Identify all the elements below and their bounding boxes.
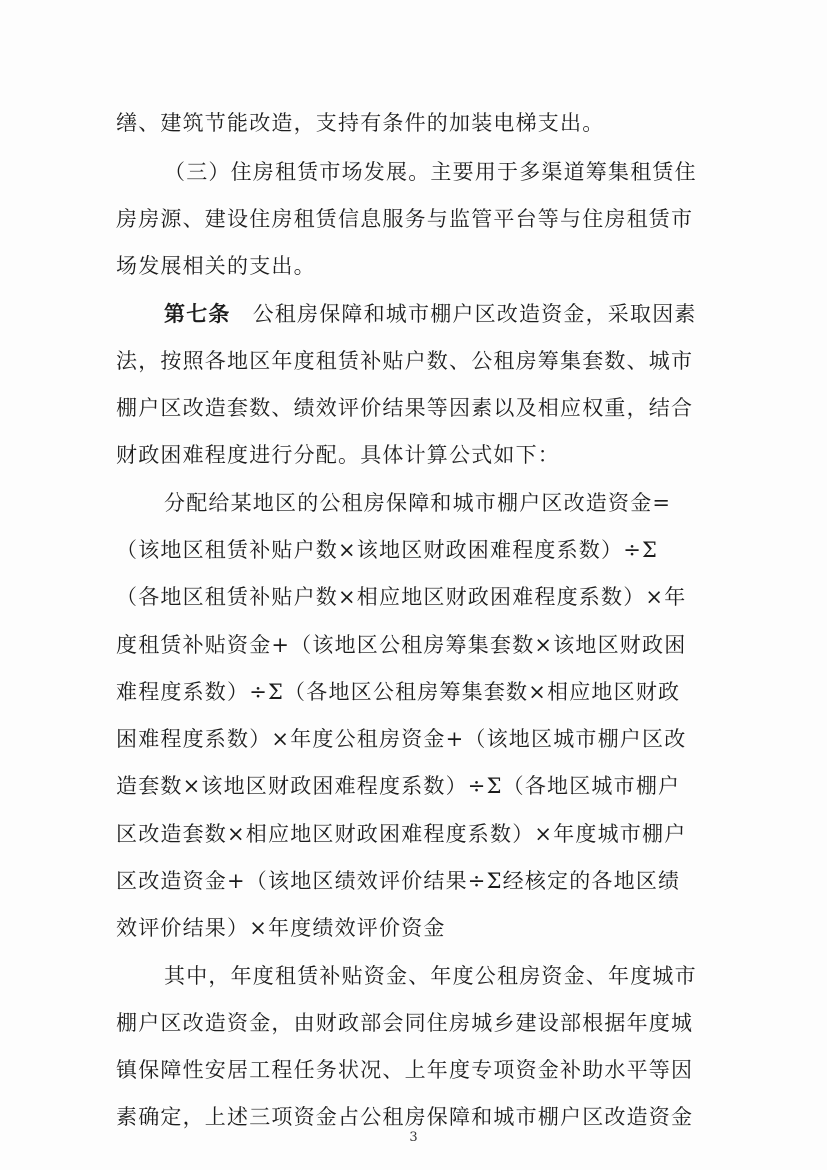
text-line: （三）住房租赁市场发展。主要用于多渠道筹集租赁住 — [164, 160, 697, 184]
text-line: （各地区租赁补贴户数×相应地区财政困难程度系数）×年 — [116, 585, 687, 609]
text-line: 效评价结果）×年度绩效评价资金 — [116, 916, 446, 940]
text-line: 场发展相关的支出。 — [116, 254, 316, 278]
page-number: 3 — [409, 1130, 418, 1145]
article-line — [164, 299, 764, 329]
text-line: 财政困难程度进行分配。具体计算公式如下： — [116, 443, 560, 467]
text-line: 其中，年度租赁补贴资金、年度公租房资金、年度城市 — [164, 964, 697, 988]
text-line: 公租房保障和城市棚户区改造资金，采取因素 — [252, 302, 697, 326]
text-line: 度租赁补贴资金+（该地区公租房筹集套数×该地区财政困 — [116, 633, 687, 657]
text-line: 棚户区改造资金，由财政部会同住房城乡建设部根据年度城 — [116, 1011, 694, 1035]
text-line: 素确定，上述三项资金占公租房保障和城市棚户区改造资金 — [116, 1105, 694, 1129]
text-line: 区改造套数×相应地区财政困难程度系数）×年度城市棚户 — [116, 822, 687, 846]
text-line: 难程度系数）÷Σ（各地区公租房筹集套数×相应地区财政 — [116, 680, 681, 704]
text-line: 造套数×该地区财政困难程度系数）÷Σ（各地区城市棚户 — [116, 774, 681, 798]
article-heading: 第七条 — [164, 301, 231, 326]
text-line: 区改造资金+（该地区绩效评价结果÷Σ经核定的各地区绩 — [116, 869, 681, 893]
text-line: 棚户区改造套数、绩效评价结果等因素以及相应权重，结合 — [116, 396, 694, 420]
text-line: 法，按照各地区年度租赁补贴户数、公租房筹集套数、城市 — [116, 349, 694, 373]
text-line: 分配给某地区的公租房保障和城市棚户区改造资金= — [164, 491, 672, 515]
text-line: 缮、建筑节能改造，支持有条件的加装电梯支出。 — [116, 111, 605, 135]
text-line: 困难程度系数）×年度公租房资金+（该地区城市棚户区改 — [116, 727, 687, 751]
text-line: 镇保障性安居工程任务状况、上年度专项资金补助水平等因 — [116, 1058, 694, 1082]
text-line: （该地区租赁补贴户数×该地区财政困难程度系数）÷Σ — [116, 538, 659, 562]
text-line: 房房源、建设住房租赁信息服务与监管平台等与住房租赁市 — [116, 207, 694, 231]
